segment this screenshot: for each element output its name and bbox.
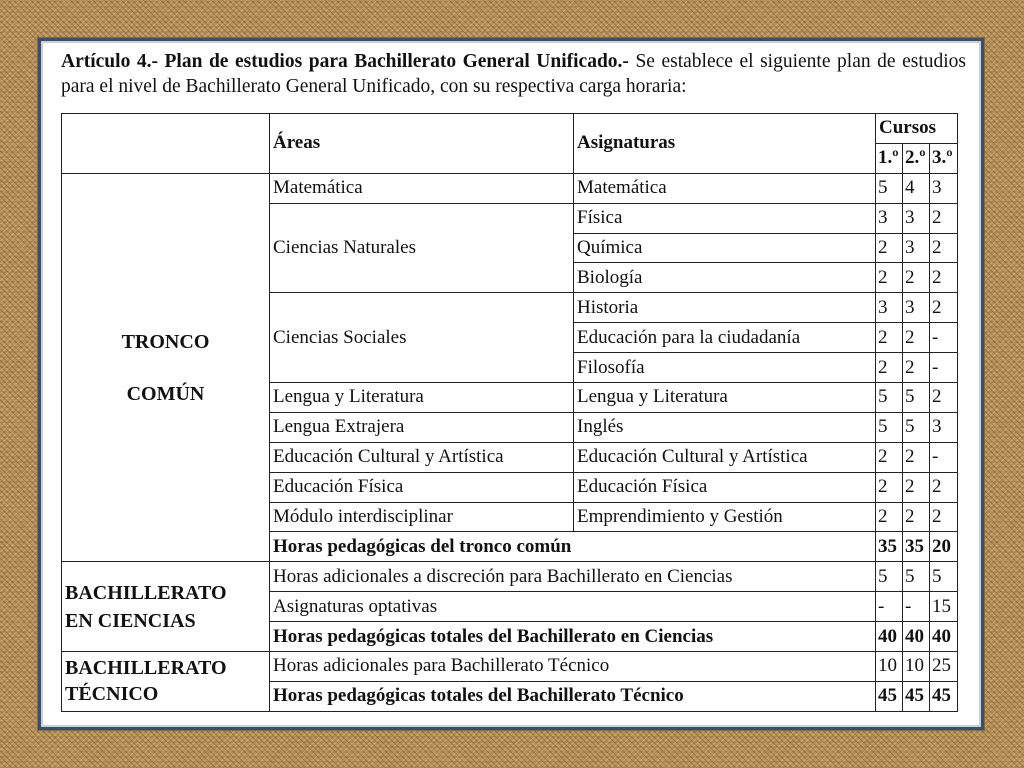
total-curso-2: 40	[903, 622, 930, 652]
area-ciencias-naturales: Ciencias Naturales	[270, 203, 574, 293]
hours-curso-3: -	[930, 323, 958, 353]
hours-curso-2: 2	[903, 263, 930, 293]
article-text: Se establece el siguiente plan de estudios para el nivel de Bachillerato General Unificado, con su respectiva carga horaria:	[61, 51, 966, 97]
area-lengua-extranjera: Lengua Extrajera	[270, 412, 574, 442]
hours-curso-2: 10	[903, 652, 930, 682]
study-plan-table	[61, 113, 958, 712]
hours-curso-3: 5	[930, 562, 958, 592]
hours-curso-1: 2	[876, 353, 903, 383]
subject-name: Física	[574, 203, 876, 233]
document-slide	[38, 38, 984, 730]
hours-curso-1: -	[876, 592, 903, 622]
table-header-row	[62, 114, 958, 144]
subject-name: Lengua y Literatura	[574, 383, 876, 413]
hours-curso-1: 2	[876, 502, 903, 532]
total-curso-3: 45	[930, 681, 958, 711]
area-modulo-interdisciplinar: Módulo interdisciplinar	[270, 502, 574, 532]
hours-curso-1: 2	[876, 263, 903, 293]
hours-curso-2: 2	[903, 323, 930, 353]
hours-curso-3: 2	[930, 502, 958, 532]
hours-curso-2: 3	[903, 203, 930, 233]
hours-curso-1: 5	[876, 383, 903, 413]
subject-name: Historia	[574, 293, 876, 323]
group-ciencias-line1: BACHILLERATO	[65, 581, 227, 604]
area-matematica: Matemática	[270, 173, 574, 203]
group-ciencias-line2: EN CIENCIAS	[65, 609, 196, 632]
subject-name: Biología	[574, 263, 876, 293]
hours-curso-3: 2	[930, 293, 958, 323]
group-tronco-line1: TRONCO	[121, 330, 210, 353]
area-educacion-fisica: Educación Física	[270, 472, 574, 502]
hours-curso-3: 2	[930, 472, 958, 502]
hours-curso-3: 3	[930, 173, 958, 203]
hours-curso-2: 4	[903, 173, 930, 203]
subject-name: Inglés	[574, 412, 876, 442]
hours-curso-1: 10	[876, 652, 903, 682]
hours-curso-1: 2	[876, 472, 903, 502]
hours-curso-1: 5	[876, 173, 903, 203]
hours-curso-3: -	[930, 442, 958, 472]
subject-name: Educación Física	[574, 472, 876, 502]
group-tecnico-line1: BACHILLERATO	[65, 657, 227, 680]
hours-curso-3: -	[930, 353, 958, 383]
total-label: Horas pedagógicas totales del Bachillerato en Ciencias	[270, 622, 876, 652]
hours-curso-2: -	[903, 592, 930, 622]
table-row	[62, 562, 958, 592]
header-curso-1: 1.º	[876, 143, 903, 173]
subject-name: Química	[574, 233, 876, 263]
area-ciencias-sociales: Ciencias Sociales	[270, 293, 574, 383]
hours-curso-2: 3	[903, 293, 930, 323]
header-areas: Áreas	[270, 114, 574, 174]
hours-curso-2: 5	[903, 383, 930, 413]
hours-curso-1: 2	[876, 442, 903, 472]
hours-curso-1: 3	[876, 293, 903, 323]
hours-curso-1: 2	[876, 233, 903, 263]
hours-curso-3: 15	[930, 592, 958, 622]
total-curso-1: 45	[876, 681, 903, 711]
total-curso-2: 35	[903, 532, 930, 562]
hours-curso-3: 25	[930, 652, 958, 682]
hours-curso-2: 2	[903, 502, 930, 532]
hours-curso-1: 5	[876, 562, 903, 592]
hours-curso-2: 3	[903, 233, 930, 263]
total-curso-1: 40	[876, 622, 903, 652]
hours-curso-2: 2	[903, 442, 930, 472]
hours-curso-3: 3	[930, 412, 958, 442]
group-bachillerato-ciencias	[62, 562, 270, 652]
hours-curso-1: 2	[876, 323, 903, 353]
total-curso-1: 35	[876, 532, 903, 562]
subject-name: Emprendimiento y Gestión	[574, 502, 876, 532]
subject-name: Educación para la ciudadanía	[574, 323, 876, 353]
group-bachillerato-tecnico	[62, 652, 270, 712]
total-label: Horas pedagógicas totales del Bachillerato Técnico	[270, 681, 876, 711]
area-lengua-literatura: Lengua y Literatura	[270, 383, 574, 413]
subject-name: Matemática	[574, 173, 876, 203]
total-label: Horas pedagógicas del tronco común	[270, 532, 876, 562]
hours-curso-3: 2	[930, 263, 958, 293]
group-tronco-line2: COMÚN	[126, 382, 205, 405]
group-tronco-comun	[62, 173, 270, 562]
hours-curso-2: 5	[903, 562, 930, 592]
total-curso-3: 40	[930, 622, 958, 652]
hours-curso-1: 3	[876, 203, 903, 233]
header-curso-3: 3.º	[930, 143, 958, 173]
header-asignaturas: Asignaturas	[574, 114, 876, 174]
article-intro	[61, 49, 966, 99]
total-curso-3: 20	[930, 532, 958, 562]
row-label: Asignaturas optativas	[270, 592, 876, 622]
hours-curso-2: 5	[903, 412, 930, 442]
row-label: Horas adicionales a discreción para Bachillerato en Ciencias	[270, 562, 876, 592]
hours-curso-3: 2	[930, 203, 958, 233]
article-title: Artículo 4.- Plan de estudios para Bachillerato General Unificado.-	[61, 51, 629, 72]
area-cultural-artistica: Educación Cultural y Artística	[270, 442, 574, 472]
header-empty-cell	[62, 114, 270, 174]
subject-name: Filosofía	[574, 353, 876, 383]
group-tecnico-line2: TÉCNICO	[65, 683, 159, 706]
table-row	[62, 652, 958, 682]
row-label: Horas adicionales para Bachillerato Técnico	[270, 652, 876, 682]
hours-curso-3: 2	[930, 233, 958, 263]
table-row	[62, 173, 958, 203]
header-cursos: Cursos	[876, 114, 958, 144]
hours-curso-2: 2	[903, 472, 930, 502]
hours-curso-1: 5	[876, 412, 903, 442]
subject-name: Educación Cultural y Artística	[574, 442, 876, 472]
header-curso-2: 2.º	[903, 143, 930, 173]
hours-curso-2: 2	[903, 353, 930, 383]
hours-curso-3: 2	[930, 383, 958, 413]
total-curso-2: 45	[903, 681, 930, 711]
